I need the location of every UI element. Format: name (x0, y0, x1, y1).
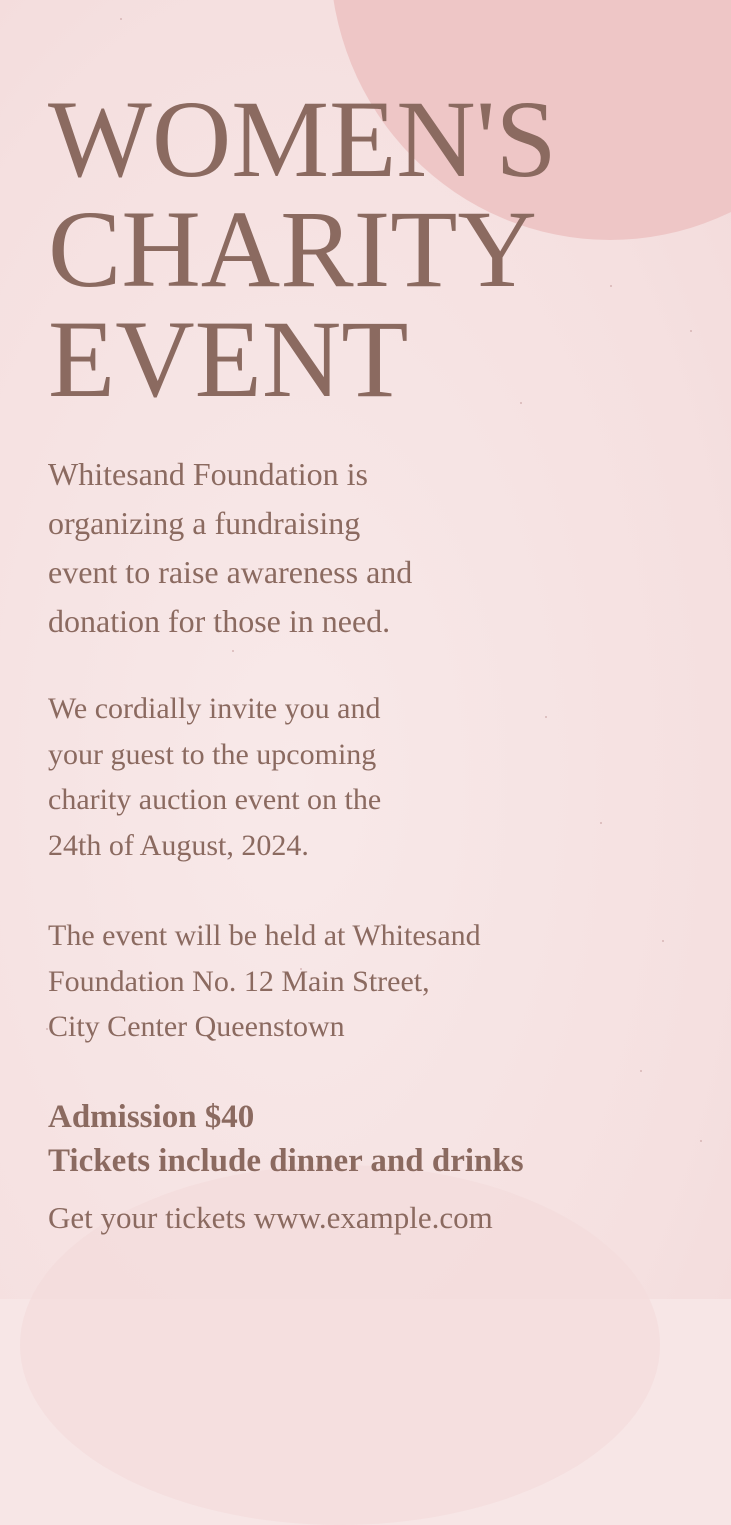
speck (120, 18, 122, 20)
speck (232, 650, 234, 652)
invite-line: 24th of August, 2024. (48, 828, 309, 862)
invite-line: charity auction event on the (48, 783, 382, 816)
intro-line: organizing a fundraising (48, 505, 361, 541)
admission-includes: Tickets include dinner and drinks (48, 1143, 524, 1179)
invitation-paragraph (48, 686, 568, 868)
admission-info (48, 1095, 524, 1183)
speck (700, 1140, 702, 1142)
title-line-2: CHARITY (48, 188, 537, 310)
venue-line: City Center Queenstown (48, 1010, 345, 1043)
speck (690, 330, 692, 332)
intro-paragraph (48, 450, 608, 646)
invite-line: your guest to the upcoming (48, 737, 377, 771)
venue-line: The event will be held at Whitesand (48, 919, 481, 952)
venue-line: Foundation No. 12 Main Street, (48, 964, 430, 998)
admission-price: Admission $40 (48, 1099, 255, 1135)
intro-line: Whitesand Foundation is (48, 456, 368, 492)
invite-line: We cordially invite you and (48, 692, 381, 725)
ticket-cta: Get your tickets www.example.com (48, 1200, 493, 1235)
venue-paragraph (48, 913, 668, 1050)
speck (640, 1070, 642, 1072)
title-line-1: WOMEN'S (48, 78, 557, 200)
event-title (48, 78, 557, 420)
intro-line: event to raise awareness and (48, 554, 413, 590)
speck (600, 822, 602, 824)
title-line-3: EVENT (48, 298, 409, 420)
intro-line: donation for those in need. (48, 603, 391, 639)
speck (610, 285, 612, 287)
